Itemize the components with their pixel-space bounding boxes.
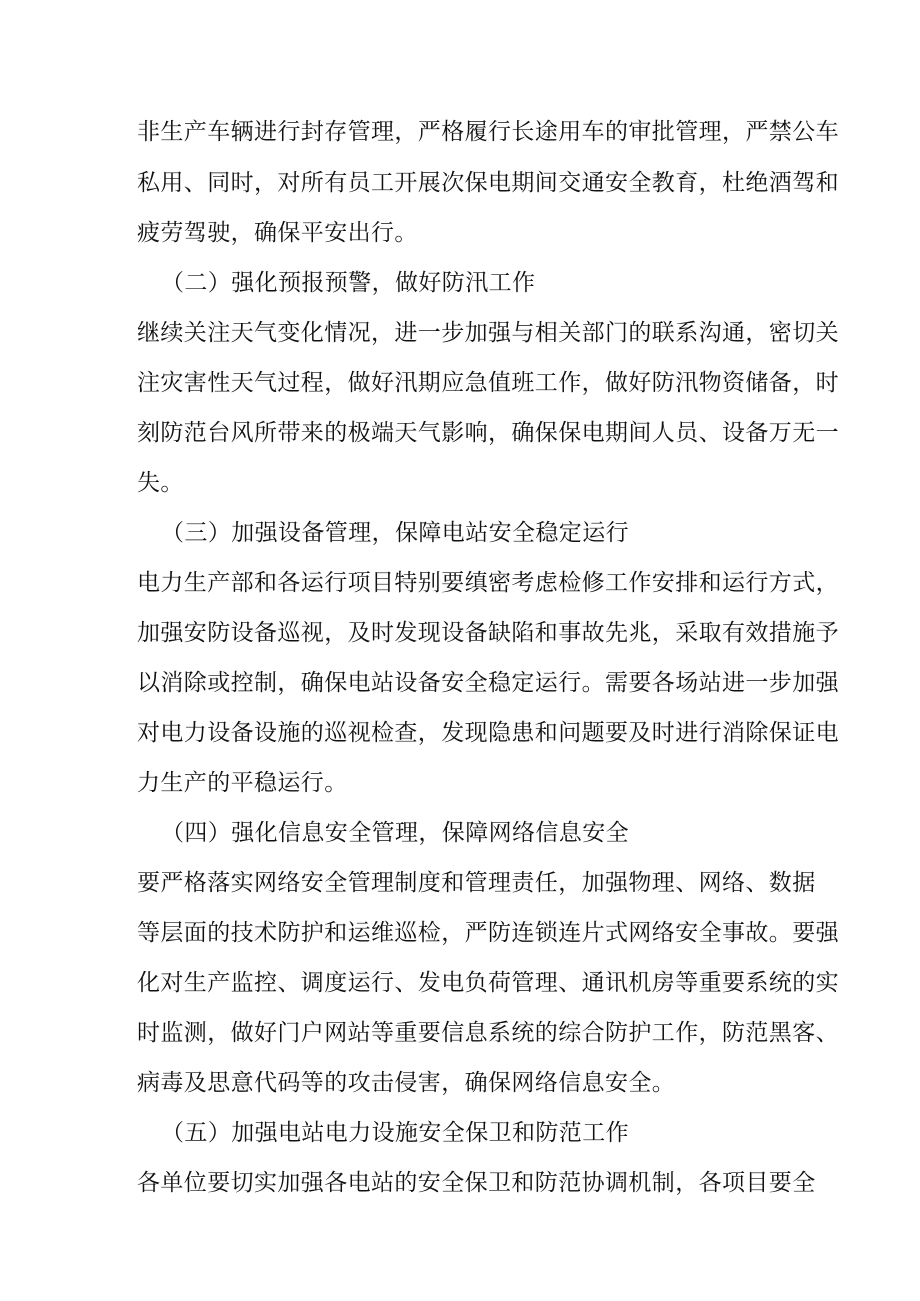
text-line: 对电力设备设施的巡视检查，发现隐患和问题要及时进行消除保证电	[137, 720, 839, 746]
text-line: 病毒及思意代码等的攻击侵害，确保网络信息安全。	[137, 1070, 676, 1096]
text-line: 各单位要切实加强各电站的安全保卫和防范协调机制，各项目要全	[137, 1170, 816, 1196]
text-line: 失。	[137, 470, 184, 496]
text-line: 注灾害性天气过程，做好汛期应急值班工作，做好防汛物资储备，时	[137, 370, 839, 396]
section-heading: （五）加强电站电力设施安全保卫和防范工作	[161, 1120, 629, 1146]
section-heading: （三）加强设备管理，保障电站安全稳定运行	[161, 520, 629, 546]
text-line: 加强安防设备巡视，及时发现设备缺陷和事故先兆，采取有效措施予	[137, 620, 839, 646]
text-line: 时监测，做好门户网站等重要信息系统的综合防护工作，防范黑客、	[137, 1020, 839, 1046]
text-line: 要严格落实网络安全管理制度和管理责任，加强物理、网络、数据	[137, 870, 816, 896]
text-line: 疲劳驾驶，确保平安出行。	[137, 220, 418, 246]
text-line: 力生产的平稳运行。	[137, 770, 348, 796]
text-line: 非生产车辆进行封存管理，严格履行长途用车的审批管理，严禁公车	[137, 119, 839, 145]
text-line: 私用、同时，对所有员工开展次保电期间交通安全教育，杜绝酒驾和	[137, 170, 839, 196]
text-line: 刻防范台风所带来的极端天气影响，确保保电期间人员、设备万无一	[137, 420, 839, 446]
text-line: 以消除或控制，确保电站设备安全稳定运行。需要各场站进一步加强	[137, 670, 839, 696]
text-line: 电力生产部和各运行项目特别要缜密考虑检修工作安排和运行方式，	[137, 570, 839, 596]
section-heading: （四）强化信息安全管理，保障网络信息安全	[161, 820, 629, 846]
section-heading: （二）强化预报预警，做好防汛工作	[161, 270, 536, 296]
text-line: 化对生产监控、调度运行、发电负荷管理、通讯机房等重要系统的实	[137, 970, 839, 996]
text-line: 等层面的技术防护和运维巡检，严防连锁连片式网络安全事故。要强	[137, 920, 839, 946]
text-line: 继续关注天气变化情况，进一步加强与相关部门的联系沟通，密切关	[137, 320, 839, 346]
